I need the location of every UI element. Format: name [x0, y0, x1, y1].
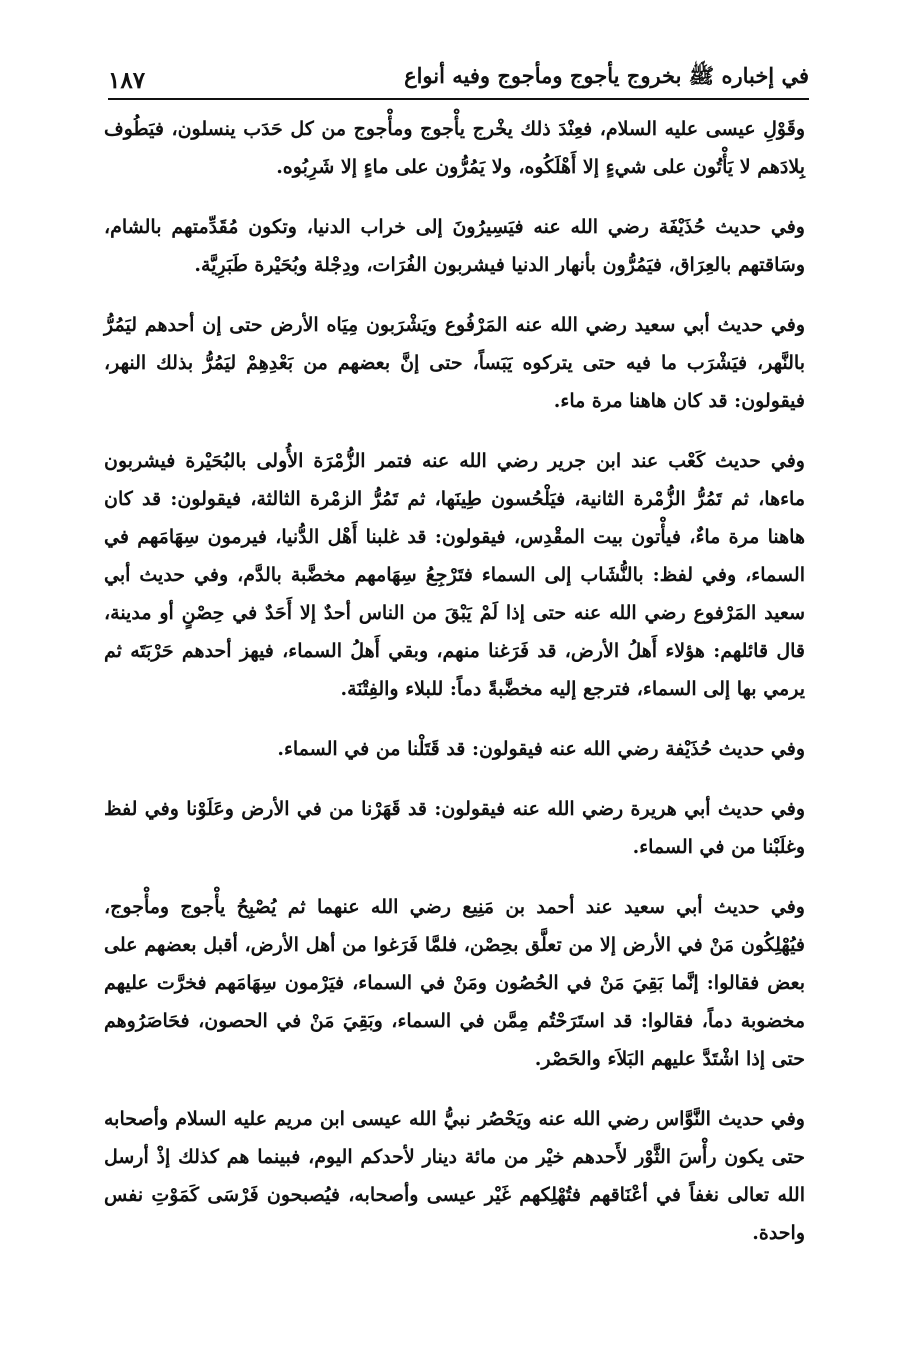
body-text	[104, 110, 805, 1274]
paragraph: وفي حديث حُذَيْفة رضي الله عنه فيقولون: قد قَتَلْنا من في السماء.	[277, 738, 805, 760]
paragraph: وفي حديث أبي هريرة رضي الله عنه فيقولون: قد قَهَرْنا من في الأرض وعَلَوْنا وفي لفظ وغلَبْنا من في السماء.	[104, 798, 805, 858]
paragraph: وفي حديث أبي سعيد رضي الله عنه المَرْفُوع ويَشْرَبون مِيَاه الأرض حتى إن أحدهم ليَمُرُّ بالنَّهر، فيَشْرَب ما فيه حتى يتركوه يَبَساً، حتى إنَّ بعضهم من بَعْدِهِمْ ليَمُرُّ بذلك النهر، فيقولون: قد كان هاهنا مرة ماء.	[104, 314, 805, 412]
paragraph: وفي حديث النَّوَّاس رضي الله عنه ويَحْصُر نبيُّ الله عيسى ابن مريم عليه السلام وأصحابه حتى يكون رأْسَ الثَّوْر لأَحدهم خيْر من مائة دينار لأحدكم اليوم، فبينما هم كذلك إذْ أرسل الله تعالى نغفاً في أعْنَاقهم فتُهْلِكهم غَيْر عيسى وأصحابه، فيُصبحون فَرْسَى كَمَوْتِ نفس واحدة.	[104, 1108, 805, 1244]
paragraph: وفي حديث أبي سعيد عند أحمد بن مَنِيع رضي الله عنهما ثم يُصْبِحُ يأْجوج ومأْجوج، فيُهْلِكُون مَنْ في الأرض إلا من تعلَّق بحِصْن، فلمَّا فَرَغوا من أهل الأرض، أقبل بعضهم على بعض فقالوا: إنَّما بَقِيَ مَنْ في الحُصُون ومَنْ في السماء، فيَرْمون سِهَامَهم فخرَّت عليهم مخضوبة دماً، فقالوا: قد استَرَحْتُم مِمَّن في السماء، وبَقِيَ مَنْ في الحصون، فحَاصَرُوهم حتى إذا اشْتَدَّ عليهم البَلاَء والحَصْر.	[104, 896, 805, 1070]
paragraph: وفي حديث حُذَيْفَة رضي الله عنه فيَسِيرُونَ إلى خراب الدنيا، وتكون مُقَدِّمتهم بالشام، وسَاقتهم بالعِرَاق، فيَمُرُّون بأنهار الدنيا فيشربون الفُرَات، ودِجْلة وبُحَيْرة طَبَرِيَّة.	[104, 216, 805, 276]
running-title: في إخباره ﷺ بخروج يأجوج ومأجوج وفيه أنواع	[404, 63, 809, 88]
paragraph: وقَوْلِ عيسى عليه السلام، فعِنْدَ ذلك يخْرج يأْجوج ومأْجوج من كل حَدَب ينسلون، فيَطُوف بِلادَهم لا يَأْتُون على شيءٍ إلا أَهْلَكُوه، ولا يَمُرُّون على ماءٍ إلا شَرِبُوه.	[104, 118, 805, 178]
paragraph: وفي حديث كَعْب عند ابن جرير رضي الله عنه فتمر الزُّمْرَة الأُولى بالبُحَيْرة فيشربون ماءها، ثم تَمُرُّ الزُّمْرة الثانية، فيَلْحُسون طِينَها، ثم تَمُرُّ الزمْرة الثالثة، فيقولون: قد كان هاهنا مرة ماءٌ، فيأْتون بيت المقْدِس، فيقولون: قد غلبنا أَهْل الدُّنيا، فيرمون سِهَامَهم في السماء، وفي لفظ: بالنُّشَاب إلى السماء فتَرْجِعُ سِهَامهم مخضَّبة بالدَّم، وفي حديث أبي سعيد المَرْفوع رضي الله عنه حتى إذا لَمْ يَبْقَ من الناس أحدٌ إلا أَحَدٌ في حِصْنٍ أو مدينة، قال قائلهم: هؤلاء أَهلُ الأرض، قد فَرَغنا منهم، وبقي أَهلُ السماء، فيهز أحدهم حَرْبَتَه ثم يرمي بها إلى السماء، فترجع إليه مخضَّبةً دماً: للبلاء والفِتْنَة.	[104, 450, 805, 700]
running-header	[108, 58, 809, 100]
page-number: ١٨٧	[108, 67, 146, 94]
